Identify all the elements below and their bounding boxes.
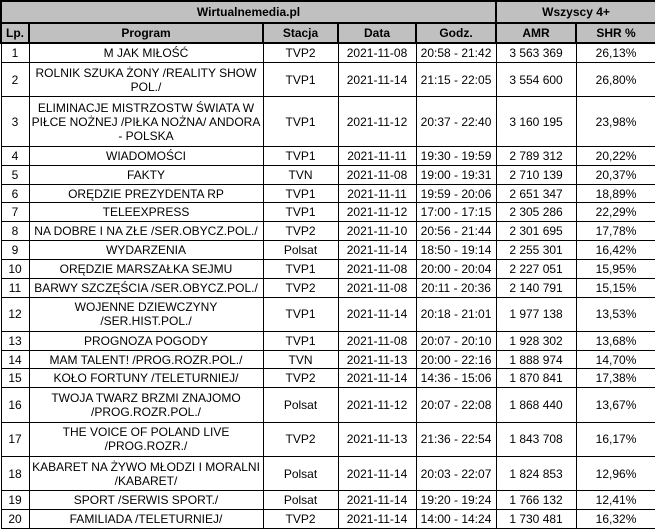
cell-lp: 13 xyxy=(1,331,29,350)
cell-program: THE VOICE OF POLAND LIVE /PROG.ROZR./ xyxy=(29,422,263,456)
cell-godz: 20:11 - 20:36 xyxy=(416,278,496,297)
cell-stacja: TVP2 xyxy=(263,369,338,388)
cell-lp: 7 xyxy=(1,203,29,222)
cell-program: MAM TALENT! /PROG.ROZR.POL./ xyxy=(29,350,263,369)
cell-shr: 12,96% xyxy=(576,456,655,490)
cell-shr: 17,38% xyxy=(576,369,655,388)
cell-stacja: TVP2 xyxy=(263,278,338,297)
table-row xyxy=(1,259,655,278)
cell-amr: 1 928 302 xyxy=(496,331,576,350)
cell-program: WIADOMOŚCI xyxy=(29,147,263,166)
table-row xyxy=(1,222,655,241)
column-header-row xyxy=(1,23,655,43)
cell-stacja: TVP1 xyxy=(263,97,338,147)
table-row xyxy=(1,297,655,331)
cell-stacja: Polsat xyxy=(263,388,338,422)
cell-program: TWOJA TWARZ BRZMI ZNAJOMO /PROG.ROZR.POL./ xyxy=(29,388,263,422)
cell-amr: 1 843 708 xyxy=(496,422,576,456)
cell-godz: 19:00 - 19:31 xyxy=(416,165,496,184)
cell-amr: 1 870 841 xyxy=(496,369,576,388)
cell-godz: 14:36 - 15:06 xyxy=(416,369,496,388)
audience-group-header-cell: Wszyscy 4+ xyxy=(496,1,655,23)
cell-shr: 13,68% xyxy=(576,331,655,350)
cell-data: 2021-11-08 xyxy=(338,165,416,184)
table-row xyxy=(1,278,655,297)
cell-data: 2021-11-10 xyxy=(338,222,416,241)
cell-data: 2021-11-14 xyxy=(338,297,416,331)
cell-godz: 20:07 - 20:10 xyxy=(416,331,496,350)
cell-stacja: TVP1 xyxy=(263,184,338,203)
cell-lp: 14 xyxy=(1,350,29,369)
cell-data: 2021-11-13 xyxy=(338,422,416,456)
column-header-godz: Godz. xyxy=(416,23,496,43)
cell-shr: 13,67% xyxy=(576,388,655,422)
cell-stacja: TVP1 xyxy=(263,147,338,166)
table-row xyxy=(1,97,655,147)
cell-stacja: TVN xyxy=(263,165,338,184)
cell-lp: 2 xyxy=(1,62,29,96)
cell-godz: 20:00 - 20:04 xyxy=(416,259,496,278)
column-header-amr: AMR xyxy=(496,23,576,43)
cell-amr: 1 730 481 xyxy=(496,510,576,529)
column-header-stacja: Stacja xyxy=(263,23,338,43)
cell-godz: 19:59 - 20:06 xyxy=(416,184,496,203)
cell-godz: 21:36 - 22:54 xyxy=(416,422,496,456)
cell-amr: 2 140 791 xyxy=(496,278,576,297)
cell-program: TELEEXPRESS xyxy=(29,203,263,222)
column-header-data: Data xyxy=(338,23,416,43)
cell-program: ORĘDZIE MARSZAŁKA SEJMU xyxy=(29,259,263,278)
cell-godz: 20:03 - 22:07 xyxy=(416,456,496,490)
cell-amr: 2 305 286 xyxy=(496,203,576,222)
cell-shr: 18,89% xyxy=(576,184,655,203)
cell-godz: 20:58 - 21:42 xyxy=(416,43,496,62)
cell-lp: 16 xyxy=(1,388,29,422)
cell-data: 2021-11-14 xyxy=(338,510,416,529)
cell-shr: 22,29% xyxy=(576,203,655,222)
column-header-program: Program xyxy=(29,23,263,43)
cell-shr: 16,17% xyxy=(576,422,655,456)
cell-program: NA DOBRE I NA ZŁE /SER.OBYCZ.POL./ xyxy=(29,222,263,241)
cell-data: 2021-11-14 xyxy=(338,241,416,260)
cell-amr: 3 160 195 xyxy=(496,97,576,147)
cell-shr: 16,32% xyxy=(576,510,655,529)
cell-shr: 14,70% xyxy=(576,350,655,369)
cell-amr: 2 227 051 xyxy=(496,259,576,278)
cell-lp: 4 xyxy=(1,147,29,166)
cell-amr: 3 563 369 xyxy=(496,43,576,62)
cell-program: WOJENNE DZIEWCZYNY /SER.HIST.POL./ xyxy=(29,297,263,331)
cell-stacja: TVP1 xyxy=(263,203,338,222)
cell-lp: 8 xyxy=(1,222,29,241)
cell-lp: 17 xyxy=(1,422,29,456)
cell-shr: 16,42% xyxy=(576,241,655,260)
cell-program: ROLNIK SZUKA ŻONY /REALITY SHOW POL./ xyxy=(29,62,263,96)
cell-data: 2021-11-13 xyxy=(338,350,416,369)
cell-lp: 12 xyxy=(1,297,29,331)
table-row xyxy=(1,491,655,510)
cell-amr: 2 255 301 xyxy=(496,241,576,260)
cell-program: ELIMINACJE MISTRZOSTW ŚWIATA W PIŁCE NOŻNEJ /PIŁKA NOŻNA/ ANDORA - POLSKA xyxy=(29,97,263,147)
table-row xyxy=(1,422,655,456)
cell-amr: 1 977 138 xyxy=(496,297,576,331)
cell-data: 2021-11-08 xyxy=(338,43,416,62)
cell-lp: 18 xyxy=(1,456,29,490)
cell-data: 2021-11-11 xyxy=(338,147,416,166)
cell-data: 2021-11-12 xyxy=(338,97,416,147)
cell-program: FAMILIADA /TELETURNIEJ/ xyxy=(29,510,263,529)
cell-stacja: TVP1 xyxy=(263,62,338,96)
cell-stacja: TVP2 xyxy=(263,510,338,529)
cell-shr: 20,22% xyxy=(576,147,655,166)
cell-amr: 1 888 974 xyxy=(496,350,576,369)
cell-stacja: TVP2 xyxy=(263,422,338,456)
table-row xyxy=(1,331,655,350)
cell-stacja: TVP2 xyxy=(263,222,338,241)
cell-shr: 26,13% xyxy=(576,43,655,62)
cell-stacja: TVP2 xyxy=(263,43,338,62)
cell-data: 2021-11-08 xyxy=(338,331,416,350)
cell-godz: 18:50 - 19:14 xyxy=(416,241,496,260)
cell-lp: 6 xyxy=(1,184,29,203)
cell-program: SPORT /SERWIS SPORT./ xyxy=(29,491,263,510)
cell-godz: 20:56 - 21:44 xyxy=(416,222,496,241)
cell-data: 2021-11-14 xyxy=(338,369,416,388)
cell-godz: 20:18 - 21:01 xyxy=(416,297,496,331)
cell-data: 2021-11-12 xyxy=(338,388,416,422)
cell-shr: 15,95% xyxy=(576,259,655,278)
cell-lp: 5 xyxy=(1,165,29,184)
cell-lp: 9 xyxy=(1,241,29,260)
cell-data: 2021-11-12 xyxy=(338,203,416,222)
cell-lp: 15 xyxy=(1,369,29,388)
cell-program: WYDARZENIA xyxy=(29,241,263,260)
cell-data: 2021-11-14 xyxy=(338,62,416,96)
cell-amr: 2 710 139 xyxy=(496,165,576,184)
cell-lp: 20 xyxy=(1,510,29,529)
cell-shr: 20,37% xyxy=(576,165,655,184)
table-row xyxy=(1,165,655,184)
cell-program: KOŁO FORTUNY /TELETURNIEJ/ xyxy=(29,369,263,388)
group-header-row xyxy=(1,1,655,23)
table-row xyxy=(1,43,655,62)
column-header-lp: Lp. xyxy=(1,23,29,43)
cell-data: 2021-11-14 xyxy=(338,456,416,490)
cell-shr: 13,53% xyxy=(576,297,655,331)
cell-godz: 20:07 - 22:08 xyxy=(416,388,496,422)
cell-data: 2021-11-08 xyxy=(338,259,416,278)
cell-lp: 1 xyxy=(1,43,29,62)
table-row xyxy=(1,203,655,222)
cell-godz: 20:00 - 22:16 xyxy=(416,350,496,369)
cell-godz: 21:15 - 22:05 xyxy=(416,62,496,96)
cell-godz: 19:20 - 19:24 xyxy=(416,491,496,510)
cell-data: 2021-11-14 xyxy=(338,491,416,510)
cell-stacja: TVN xyxy=(263,350,338,369)
cell-shr: 26,80% xyxy=(576,62,655,96)
cell-lp: 11 xyxy=(1,278,29,297)
cell-amr: 2 651 347 xyxy=(496,184,576,203)
cell-shr: 15,15% xyxy=(576,278,655,297)
cell-lp: 19 xyxy=(1,491,29,510)
cell-program: KABARET NA ŻYWO MŁODZI I MORALNI /KABARET/ xyxy=(29,456,263,490)
table-row xyxy=(1,510,655,529)
cell-shr: 17,78% xyxy=(576,222,655,241)
cell-godz: 20:37 - 22:40 xyxy=(416,97,496,147)
table-row xyxy=(1,388,655,422)
cell-amr: 2 789 312 xyxy=(496,147,576,166)
cell-shr: 23,98% xyxy=(576,97,655,147)
cell-amr: 1 824 853 xyxy=(496,456,576,490)
cell-stacja: Polsat xyxy=(263,241,338,260)
column-header-shr: SHR % xyxy=(576,23,655,43)
cell-lp: 10 xyxy=(1,259,29,278)
table-row xyxy=(1,184,655,203)
cell-stacja: TVP1 xyxy=(263,259,338,278)
cell-stacja: TVP1 xyxy=(263,297,338,331)
table-row xyxy=(1,241,655,260)
cell-data: 2021-11-08 xyxy=(338,278,416,297)
cell-godz: 19:30 - 19:59 xyxy=(416,147,496,166)
cell-godz: 17:00 - 17:15 xyxy=(416,203,496,222)
cell-godz: 14:00 - 14:24 xyxy=(416,510,496,529)
cell-amr: 3 554 600 xyxy=(496,62,576,96)
cell-amr: 2 301 695 xyxy=(496,222,576,241)
cell-amr: 1 868 440 xyxy=(496,388,576,422)
cell-program: PROGNOZA POGODY xyxy=(29,331,263,350)
cell-program: BARWY SZCZĘŚCIA /SER.OBYCZ.POL./ xyxy=(29,278,263,297)
table-row xyxy=(1,369,655,388)
cell-stacja: Polsat xyxy=(263,456,338,490)
cell-program: ORĘDZIE PREZYDENTA RP xyxy=(29,184,263,203)
cell-lp: 3 xyxy=(1,97,29,147)
table-body xyxy=(1,43,655,529)
table-row xyxy=(1,147,655,166)
table-row xyxy=(1,62,655,96)
cell-stacja: Polsat xyxy=(263,491,338,510)
cell-program: M JAK MIŁOŚĆ xyxy=(29,43,263,62)
cell-amr: 1 766 132 xyxy=(496,491,576,510)
source-header-cell: Wirtualnemedia.pl xyxy=(1,1,496,23)
cell-data: 2021-11-11 xyxy=(338,184,416,203)
table-row xyxy=(1,456,655,490)
cell-shr: 12,41% xyxy=(576,491,655,510)
cell-program: FAKTY xyxy=(29,165,263,184)
table-header xyxy=(1,1,655,43)
table-row xyxy=(1,350,655,369)
cell-stacja: TVP1 xyxy=(263,331,338,350)
